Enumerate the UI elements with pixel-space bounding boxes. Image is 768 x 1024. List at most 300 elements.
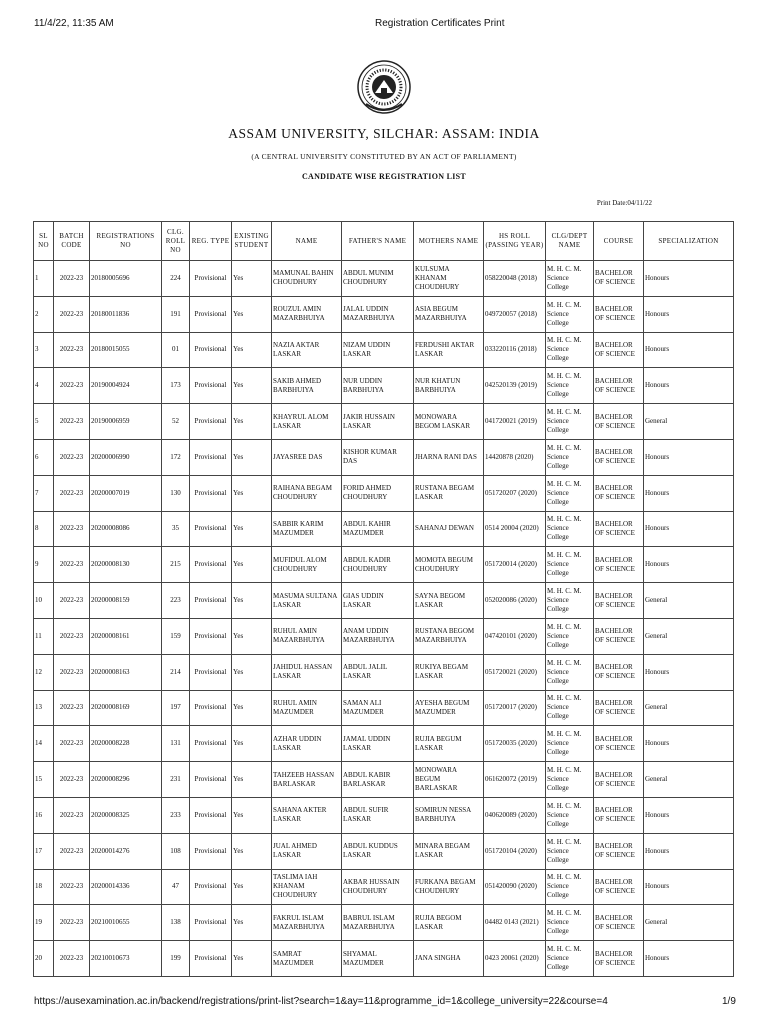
table-cell: Honours [644, 475, 734, 511]
table-cell: Honours [644, 547, 734, 583]
table-cell: FERDUSHI AKTAR LASKAR [414, 332, 484, 368]
table-cell: FAKRUL ISLAM MAZARBHUIYA [272, 905, 342, 941]
table-cell: SAMRAT MAZUMDER [272, 941, 342, 977]
table-cell: ASIA BEGUM MAZARBHUIYA [414, 296, 484, 332]
table-cell: M. H. C. M. Science College [546, 690, 594, 726]
table-cell: KISHOR KUMAR DAS [342, 439, 414, 475]
table-cell: 2022-23 [54, 511, 90, 547]
table-cell: ROUZUL AMIN MAZARBHUIYA [272, 296, 342, 332]
table-cell: 20210010655 [90, 905, 162, 941]
table-cell: BABRUL ISLAM MAZARBHUIYA [342, 905, 414, 941]
table-cell: ANAM UDDIN MAZARBHUIYA [342, 618, 414, 654]
table-cell: Honours [644, 726, 734, 762]
table-cell: 20200014276 [90, 833, 162, 869]
column-header: REGISTRATIONS NO [90, 222, 162, 261]
table-cell: Provisional [190, 439, 232, 475]
table-cell: General [644, 583, 734, 619]
table-cell: 17 [34, 833, 54, 869]
table-cell: 2022-23 [54, 833, 90, 869]
table-cell: Honours [644, 869, 734, 905]
table-cell: 2022-23 [54, 332, 90, 368]
table-cell: MONOWARA BEGUM BARLASKAR [414, 762, 484, 798]
table-cell: 14 [34, 726, 54, 762]
table-cell: AKBAR HUSSAIN CHOUDHURY [342, 869, 414, 905]
table-cell: 0514 20004 (2020) [484, 511, 546, 547]
column-header: EXISTING STUDENT [232, 222, 272, 261]
table-cell: SABBIR KARIM MAZUMDER [272, 511, 342, 547]
table-cell: 173 [162, 368, 190, 404]
table-cell: AYESHA BEGUM MAZUMDER [414, 690, 484, 726]
table-cell: General [644, 690, 734, 726]
table-cell: FORID AHMED CHOUDHURY [342, 475, 414, 511]
table-cell: 051720017 (2020) [484, 690, 546, 726]
table-cell: BACHELOR OF SCIENCE [594, 869, 644, 905]
table-cell: BACHELOR OF SCIENCE [594, 905, 644, 941]
table-cell: AZHAR UDDIN LASKAR [272, 726, 342, 762]
table-cell: 2 [34, 296, 54, 332]
table-cell: Yes [232, 583, 272, 619]
table-cell: 2022-23 [54, 296, 90, 332]
table-cell: Provisional [190, 941, 232, 977]
table-cell: MONOWARA BEGOM LASKAR [414, 404, 484, 440]
table-cell: Honours [644, 368, 734, 404]
table-cell: Honours [644, 332, 734, 368]
table-cell: M. H. C. M. Science College [546, 797, 594, 833]
table-row [34, 618, 734, 654]
table-cell: 10 [34, 583, 54, 619]
table-cell: Yes [232, 261, 272, 297]
university-name: ASSAM UNIVERSITY, SILCHAR: ASSAM: INDIA [228, 126, 540, 141]
table-cell: BACHELOR OF SCIENCE [594, 618, 644, 654]
table-cell: BACHELOR OF SCIENCE [594, 261, 644, 297]
table-cell: 130 [162, 475, 190, 511]
table-cell: JUAL AHMED LASKAR [272, 833, 342, 869]
table-cell: NUR KHATUN BARBHUIYA [414, 368, 484, 404]
table-cell: Honours [644, 941, 734, 977]
table-cell: BACHELOR OF SCIENCE [594, 296, 644, 332]
table-cell: 20200008325 [90, 797, 162, 833]
table-row [34, 404, 734, 440]
table-cell: JALAL UDDIN MAZARBHUIYA [342, 296, 414, 332]
table-cell: 20210010673 [90, 941, 162, 977]
table-cell: Provisional [190, 368, 232, 404]
table-row [34, 368, 734, 404]
table-cell: 223 [162, 583, 190, 619]
table-cell: Provisional [190, 762, 232, 798]
table-row [34, 475, 734, 511]
table-cell: Provisional [190, 332, 232, 368]
table-cell: Yes [232, 726, 272, 762]
table-cell: Provisional [190, 905, 232, 941]
table-cell: KULSUMA KHANAM CHOUDHURY [414, 261, 484, 297]
table-cell: 20200008228 [90, 726, 162, 762]
table-cell: 6 [34, 439, 54, 475]
table-cell: M. H. C. M. Science College [546, 368, 594, 404]
table-cell: Yes [232, 404, 272, 440]
table-cell: 138 [162, 905, 190, 941]
table-cell: 058220048 (2018) [484, 261, 546, 297]
table-cell: Yes [232, 905, 272, 941]
table-cell: BACHELOR OF SCIENCE [594, 583, 644, 619]
table-cell: 20200008161 [90, 618, 162, 654]
table-cell: Honours [644, 833, 734, 869]
table-cell: Provisional [190, 547, 232, 583]
table-cell: 2022-23 [54, 261, 90, 297]
print-date: Print Date:04/11/22 [596, 199, 652, 207]
table-cell: SHYAMAL MAZUMDER [342, 941, 414, 977]
table-cell: NUR UDDIN BARBHUIYA [342, 368, 414, 404]
table-cell: MASUMA SULTANA LASKAR [272, 583, 342, 619]
table-row [34, 583, 734, 619]
table-cell: 20200006990 [90, 439, 162, 475]
table-cell: RUJIA BEGUM LASKAR [414, 726, 484, 762]
table-row [34, 332, 734, 368]
table-cell: M. H. C. M. Science College [546, 618, 594, 654]
column-header: SL NO [34, 222, 54, 261]
table-cell: TAHZEEB HASSAN BARLASKAR [272, 762, 342, 798]
table-row [34, 296, 734, 332]
table-cell: General [644, 618, 734, 654]
table-cell: 9 [34, 547, 54, 583]
table-cell: Provisional [190, 654, 232, 690]
table-cell: Yes [232, 797, 272, 833]
university-seal-icon [357, 60, 411, 114]
table-body [34, 261, 734, 977]
table-cell: SAHANA AKTER LASKAR [272, 797, 342, 833]
table-cell: 4 [34, 368, 54, 404]
table-cell: 172 [162, 439, 190, 475]
table-cell: 2022-23 [54, 583, 90, 619]
table-cell: ABDUL KADIR CHOUDHURY [342, 547, 414, 583]
table-cell: General [644, 762, 734, 798]
table-cell: BACHELOR OF SCIENCE [594, 511, 644, 547]
table-cell: 2022-23 [54, 404, 90, 440]
table-cell: 04482 0143 (2021) [484, 905, 546, 941]
table-cell: Yes [232, 332, 272, 368]
table-cell: Honours [644, 261, 734, 297]
table-cell: Honours [644, 296, 734, 332]
table-cell: 20200008163 [90, 654, 162, 690]
table-cell: 1 [34, 261, 54, 297]
table-cell: 051720207 (2020) [484, 475, 546, 511]
table-cell: 2022-23 [54, 869, 90, 905]
table-cell: 042520139 (2019) [484, 368, 546, 404]
table-cell: JAYASREE DAS [272, 439, 342, 475]
table-cell: RUHUL AMIN MAZARBHUIYA [272, 618, 342, 654]
table-cell: 52 [162, 404, 190, 440]
table-cell: GIAS UDDIN LASKAR [342, 583, 414, 619]
table-cell: M. H. C. M. Science College [546, 296, 594, 332]
table-cell: 20180005696 [90, 261, 162, 297]
table-cell: 20200008159 [90, 583, 162, 619]
table-cell: 20200008086 [90, 511, 162, 547]
table-cell: Yes [232, 296, 272, 332]
table-cell: M. H. C. M. Science College [546, 261, 594, 297]
table-cell: JAKIR HUSSAIN LASKAR [342, 404, 414, 440]
table-cell: 159 [162, 618, 190, 654]
table-cell: JHARNA RANI DAS [414, 439, 484, 475]
table-cell: Honours [644, 797, 734, 833]
table-cell: TASLIMA IAH KHANAM CHOUDHURY [272, 869, 342, 905]
table-cell: M. H. C. M. Science College [546, 439, 594, 475]
table-cell: Provisional [190, 618, 232, 654]
table-cell: 35 [162, 511, 190, 547]
table-cell: 051720104 (2020) [484, 833, 546, 869]
table-cell: M. H. C. M. Science College [546, 511, 594, 547]
table-cell: 231 [162, 762, 190, 798]
page-number: 1/9 [722, 996, 736, 1007]
table-cell: 199 [162, 941, 190, 977]
table-cell: 108 [162, 833, 190, 869]
table-cell: 049720057 (2018) [484, 296, 546, 332]
table-cell: 052020086 (2020) [484, 583, 546, 619]
table-cell: Yes [232, 762, 272, 798]
table-cell: SOMIRUN NESSA BARBHUIYA [414, 797, 484, 833]
table-cell: BACHELOR OF SCIENCE [594, 690, 644, 726]
table-cell: 8 [34, 511, 54, 547]
table-cell: 233 [162, 797, 190, 833]
table-cell: M. H. C. M. Science College [546, 547, 594, 583]
column-header: REG. TYPE [190, 222, 232, 261]
list-title: CANDIDATE WISE REGISTRATION LIST [301, 172, 467, 181]
table-cell: BACHELOR OF SCIENCE [594, 368, 644, 404]
table-cell: RUSTANA BEGOM MAZARBHUIYA [414, 618, 484, 654]
table-cell: Provisional [190, 797, 232, 833]
table-cell: ABDUL MUNIM CHOUDHURY [342, 261, 414, 297]
table-cell: 2022-23 [54, 475, 90, 511]
table-cell: 15 [34, 762, 54, 798]
table-cell: M. H. C. M. Science College [546, 833, 594, 869]
table-cell: Provisional [190, 833, 232, 869]
column-header: NAME [272, 222, 342, 261]
table-cell: ABDUL SUFIR LASKAR [342, 797, 414, 833]
table-cell: M. H. C. M. Science College [546, 726, 594, 762]
registration-table [33, 221, 734, 977]
table-cell: JAMAL UDDIN LASKAR [342, 726, 414, 762]
table-row [34, 654, 734, 690]
table-cell: BACHELOR OF SCIENCE [594, 762, 644, 798]
table-cell: 5 [34, 404, 54, 440]
table-cell: 14420878 (2020) [484, 439, 546, 475]
table-cell: 11 [34, 618, 54, 654]
table-cell: 2022-23 [54, 797, 90, 833]
table-cell: BACHELOR OF SCIENCE [594, 332, 644, 368]
table-cell: 20190004924 [90, 368, 162, 404]
column-header: SPECIALIZATION [644, 222, 734, 261]
print-datetime: 11/4/22, 11:35 AM [34, 18, 114, 29]
table-cell: ABDUL JALIL LASKAR [342, 654, 414, 690]
table-cell: ABDUL KUDDUS LASKAR [342, 833, 414, 869]
table-cell: 033220116 (2018) [484, 332, 546, 368]
table-cell: RUSTANA BEGAM LASKAR [414, 475, 484, 511]
table-cell: RAIHANA BEGAM CHOUDHURY [272, 475, 342, 511]
table-cell: 47 [162, 869, 190, 905]
table-cell: M. H. C. M. Science College [546, 905, 594, 941]
table-cell: 20180015055 [90, 332, 162, 368]
table-row [34, 797, 734, 833]
table-cell: 051720014 (2020) [484, 547, 546, 583]
table-cell: KHAYRUL ALOM LASKAR [272, 404, 342, 440]
table-cell: 051720021 (2020) [484, 654, 546, 690]
table-row [34, 869, 734, 905]
column-header: BATCH CODE [54, 222, 90, 261]
table-row [34, 547, 734, 583]
table-cell: M. H. C. M. Science College [546, 869, 594, 905]
table-cell: NAZIA AKTAR LASKAR [272, 332, 342, 368]
table-cell: MAMUNAL BAHIN CHOUDHURY [272, 261, 342, 297]
table-row [34, 726, 734, 762]
table-cell: Provisional [190, 261, 232, 297]
table-cell: BACHELOR OF SCIENCE [594, 404, 644, 440]
table-cell: 20200007019 [90, 475, 162, 511]
table-cell: 2022-23 [54, 690, 90, 726]
table-row [34, 690, 734, 726]
table-cell: 7 [34, 475, 54, 511]
table-cell: Yes [232, 618, 272, 654]
table-cell: ABDUL KAHIR MAZUMDER [342, 511, 414, 547]
table-cell: Provisional [190, 869, 232, 905]
table-cell: M. H. C. M. Science College [546, 654, 594, 690]
table-cell: M. H. C. M. Science College [546, 332, 594, 368]
table-cell: Yes [232, 690, 272, 726]
table-cell: 2022-23 [54, 762, 90, 798]
table-cell: 2022-23 [54, 547, 90, 583]
table-cell: Yes [232, 869, 272, 905]
table-cell: Honours [644, 654, 734, 690]
table-cell: 3 [34, 332, 54, 368]
table-cell: 197 [162, 690, 190, 726]
table-cell: BACHELOR OF SCIENCE [594, 797, 644, 833]
table-cell: 2022-23 [54, 368, 90, 404]
table-cell: BACHELOR OF SCIENCE [594, 726, 644, 762]
table-cell: 20200008169 [90, 690, 162, 726]
table-cell: Provisional [190, 690, 232, 726]
table-cell: BACHELOR OF SCIENCE [594, 547, 644, 583]
table-cell: Yes [232, 439, 272, 475]
table-cell: Provisional [190, 726, 232, 762]
table-cell: 13 [34, 690, 54, 726]
table-cell: BACHELOR OF SCIENCE [594, 941, 644, 977]
table-cell: RUHUL AMIN MAZUMDER [272, 690, 342, 726]
table-cell: 061620072 (2019) [484, 762, 546, 798]
table-cell: 20200014336 [90, 869, 162, 905]
table-cell: RUJIA BEGOM LASKAR [414, 905, 484, 941]
table-cell: 12 [34, 654, 54, 690]
table-cell: M. H. C. M. Science College [546, 941, 594, 977]
table-cell: 2022-23 [54, 941, 90, 977]
table-cell: 215 [162, 547, 190, 583]
table-cell: BACHELOR OF SCIENCE [594, 475, 644, 511]
table-cell: Yes [232, 654, 272, 690]
table-cell: 214 [162, 654, 190, 690]
table-cell: 051720035 (2020) [484, 726, 546, 762]
table-cell: NIZAM UDDIN LASKAR [342, 332, 414, 368]
table-cell: Yes [232, 511, 272, 547]
table-cell: JAHIDUL HASSAN LASKAR [272, 654, 342, 690]
column-header: MOTHERS NAME [414, 222, 484, 261]
table-cell: 051420090 (2020) [484, 869, 546, 905]
table-cell: 131 [162, 726, 190, 762]
table-row [34, 439, 734, 475]
table-row [34, 941, 734, 977]
table-cell: 2022-23 [54, 726, 90, 762]
university-subtitle: (A CENTRAL UNIVERSITY CONSTITUTED BY AN ACT OF PARLIAMENT) [251, 152, 517, 161]
table-cell: Yes [232, 833, 272, 869]
table-cell: 0423 20061 (2020) [484, 941, 546, 977]
table-cell: Yes [232, 547, 272, 583]
table-row [34, 511, 734, 547]
table-row [34, 833, 734, 869]
table-cell: 2022-23 [54, 618, 90, 654]
table-row [34, 905, 734, 941]
table-cell: Yes [232, 475, 272, 511]
print-page-title: Registration Certificates Print [375, 18, 505, 29]
column-header: FATHER'S NAME [342, 222, 414, 261]
table-cell: Yes [232, 368, 272, 404]
column-header: HS ROLL (PASSING YEAR) [484, 222, 546, 261]
table-cell: 19 [34, 905, 54, 941]
table-cell: 18 [34, 869, 54, 905]
table-cell: MUFIDUL ALOM CHOUDHURY [272, 547, 342, 583]
table-cell: M. H. C. M. Science College [546, 583, 594, 619]
table-cell: Provisional [190, 583, 232, 619]
table-cell: 191 [162, 296, 190, 332]
table-cell: SAMAN ALI MAZUMDER [342, 690, 414, 726]
table-cell: Honours [644, 511, 734, 547]
table-header-row [34, 222, 734, 261]
table-cell: 20 [34, 941, 54, 977]
table-cell: 2022-23 [54, 439, 90, 475]
table-cell: MINARA BEGAM LASKAR [414, 833, 484, 869]
table-cell: 16 [34, 797, 54, 833]
table-cell: 20180011836 [90, 296, 162, 332]
table-cell: 20200008296 [90, 762, 162, 798]
table-cell: 2022-23 [54, 905, 90, 941]
table-row [34, 762, 734, 798]
table-cell: 2022-23 [54, 654, 90, 690]
table-cell: 047420101 (2020) [484, 618, 546, 654]
table-row [34, 261, 734, 297]
table-cell: M. H. C. M. Science College [546, 475, 594, 511]
table-cell: Provisional [190, 296, 232, 332]
table-cell: ABDUL KABIR BARLASKAR [342, 762, 414, 798]
table-cell: 20200008130 [90, 547, 162, 583]
table-cell: 01 [162, 332, 190, 368]
table-cell: MOMOTA BEGUM CHOUDHURY [414, 547, 484, 583]
table-cell: SAKIB AHMED BARBHUIYA [272, 368, 342, 404]
table-cell: BACHELOR OF SCIENCE [594, 439, 644, 475]
table-cell: Provisional [190, 511, 232, 547]
table-cell: 20190006959 [90, 404, 162, 440]
table-cell: RUKIYA BEGAM LASKAR [414, 654, 484, 690]
table-cell: Provisional [190, 404, 232, 440]
table-cell: 040620089 (2020) [484, 797, 546, 833]
page-url: https://ausexamination.ac.in/backend/registrations/print-list?search=1&ay=11&programme_id=1&college_university=22&course=4 [34, 996, 608, 1007]
table-cell: FURKANA BEGAM CHOUDHURY [414, 869, 484, 905]
table-cell: General [644, 404, 734, 440]
table-cell: 224 [162, 261, 190, 297]
table-cell: General [644, 905, 734, 941]
column-header: CLG. ROLL NO [162, 222, 190, 261]
column-header: CLG/DEPT NAME [546, 222, 594, 261]
table-cell: Provisional [190, 475, 232, 511]
table-cell: BACHELOR OF SCIENCE [594, 833, 644, 869]
table-cell: SAYNA BEGOM LASKAR [414, 583, 484, 619]
table-cell: SAHANAJ DEWAN [414, 511, 484, 547]
table-cell: BACHELOR OF SCIENCE [594, 654, 644, 690]
table-cell: M. H. C. M. Science College [546, 762, 594, 798]
table-cell: Honours [644, 439, 734, 475]
